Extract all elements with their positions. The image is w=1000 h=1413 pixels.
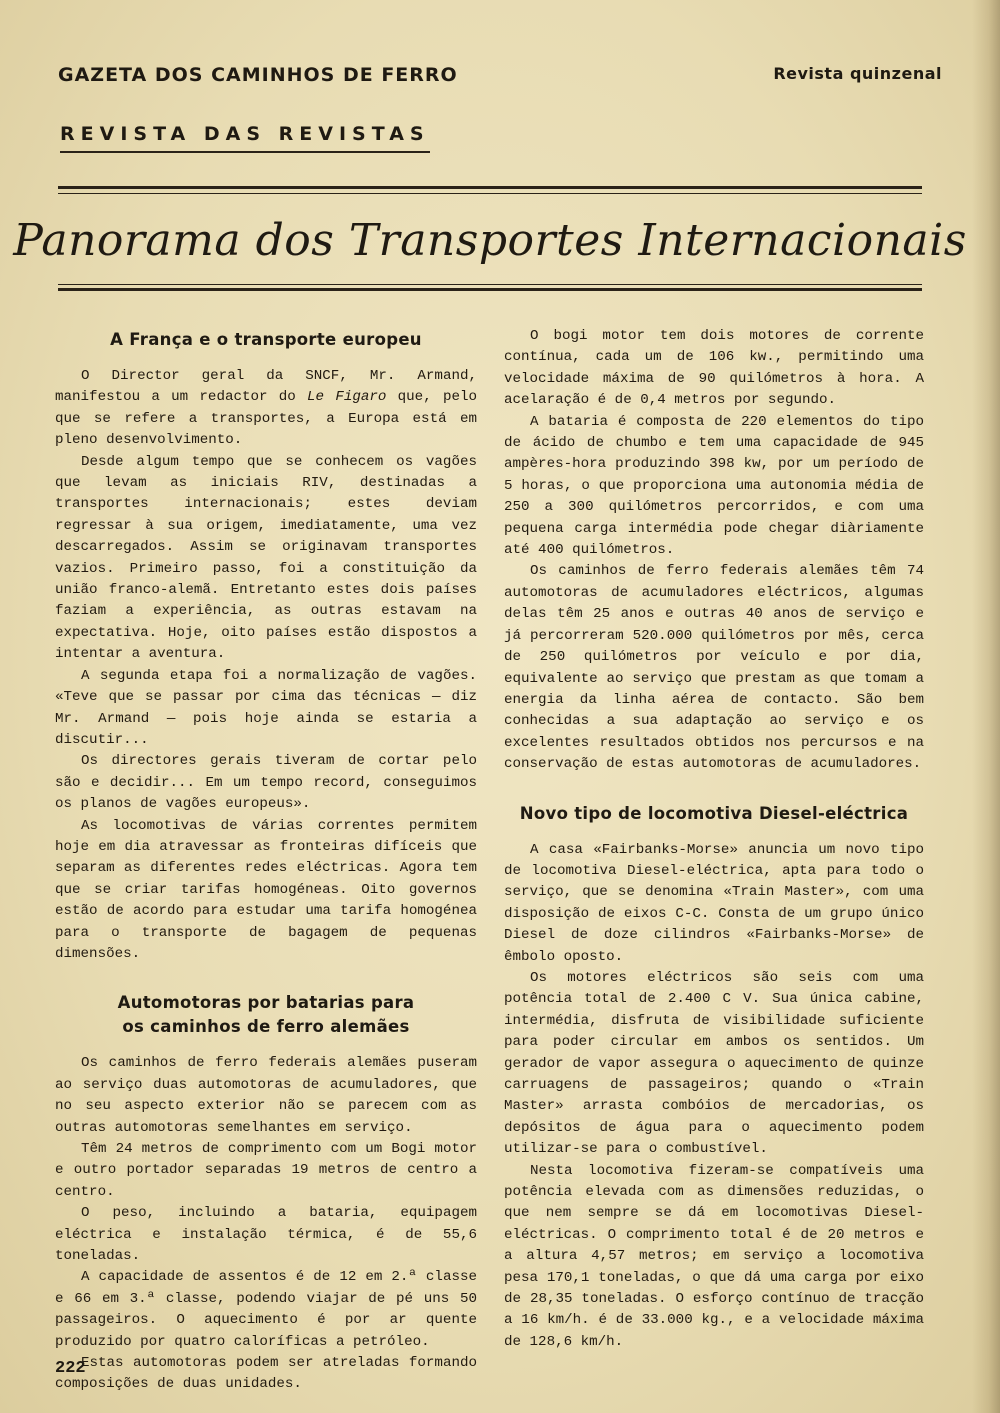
article-paragraph: Os motores eléctricos são seis com uma potência total de 2.400 C V. Sua única cabine, intermédia, disfruta de visibilidade suficiente para poder circular em ambos os sentidos. Um gerador de vapor assegura o aquecimento de quinze carruagens de passageiros; quando o «Train Master» arrasta combóios de mercadorias, os depósitos de água para o aquecimento podem utilizar-se para o combustível. bbox=[504, 969, 924, 1158]
article-heading: A França e o transporte europeu bbox=[110, 330, 422, 349]
article-paragraph: Nesta locomotiva fizeram-se compatíveis uma potência elevada com as dimensões reduzidas, o que nem sempre se dá em locomotivas Diesel-eléctricas. O comprimento total é de 20 metros e a altura 4,57 metros; em serviço a locomotiva pesa 170,1 toneladas, o que dá uma carga por eixo de 28,35 toneladas. O esforço contínuo de tracção a 16 km/h. é de 33.000 kg., e a velocidade máxima de 128,6 km/h. bbox=[504, 1162, 924, 1350]
section-title: REVISTA DAS REVISTAS bbox=[60, 123, 430, 153]
article-paragraph: Desde algum tempo que se conhecem os vagões que levam as iniciais RIV, destinadas a transportes internacionais; estes deviam regressar à sua origem, imediatamente, uma vez descarregados. Assim se originavam transportes vazios. Primeiro passo, foi a constituição da união franco-alemã. Entretanto estes dois países faziam a experiência, as outras estavam na expectativa. Hoje, oito países estão dispostos a intentar a aventura. bbox=[55, 453, 477, 663]
banner-title: Panorama dos Transportes Internacionais bbox=[13, 214, 967, 266]
banner-rule-top bbox=[58, 186, 922, 189]
article-paragraph: O peso, incluindo a bataria, equipagem eléctrica e instalação térmica, é de 55,6 toneladas. bbox=[55, 1205, 477, 1265]
article-heading bbox=[55, 991, 477, 1039]
article-heading: Novo tipo de locomotiva Diesel-eléctrica bbox=[519, 803, 909, 823]
publication-title: GAZETA DOS CAMINHOS DE FERRO bbox=[58, 64, 458, 86]
left-column bbox=[55, 326, 477, 1396]
article-paragraph bbox=[55, 366, 477, 452]
article-paragraph: A segunda etapa foi a normalização de vagões. «Teve que se passar por cima das técnicas — diz Mr. Armand — pois hoje ainda se estaria a discutir... bbox=[55, 667, 477, 748]
page-number: 222 bbox=[55, 1359, 86, 1378]
article-paragraph: As locomotivas de várias correntes permitem hoje em dia atravessar as fronteiras difíceis que separam as diferentes redes eléctricas. Agora tem que se criar tarifas homogéneas. Oito governos estão de acordo para estudar uma tarifa homogénea para o transporte de bagagem de pequenas dimensões. bbox=[55, 817, 477, 962]
heading-line: Automotoras por batarias para bbox=[117, 993, 415, 1013]
paragraph-text: O Director geral da SNCF, Mr. Armand, manifestou a um redactor do bbox=[55, 368, 477, 406]
paragraph-text: que, pelo que se refere a transportes, a Europa está em pleno desenvolvimento. bbox=[55, 389, 478, 449]
publication-frequency: Revista quinzenal bbox=[773, 64, 942, 83]
article-paragraph: A capacidade de assentos é de 12 em 2.ª classe e 66 em 3.ª classe, podendo viajar de pé uns 50 passageiros. O aquecimento é por ar quente produzido por quatro caloríficas a petróleo. bbox=[55, 1269, 477, 1350]
right-column bbox=[504, 326, 924, 1353]
heading-line: os caminhos de ferro alemães bbox=[122, 1017, 410, 1037]
article-paragraph: A casa «Fairbanks-Morse» anuncia um novo tipo de locomotiva Diesel-eléctrica, apta para todo o serviço, que se denomina «Train Master», com uma disposição de eixos C-C. Consta de um grupo único Diesel de doze cilindros «Fairbanks-Morse» de êmbolo oposto. bbox=[504, 841, 924, 965]
article-paragraph: Têm 24 metros de comprimento com um Bogi motor e outro portador separadas 19 metros de centro a centro. bbox=[55, 1141, 477, 1200]
article-paragraph: Os caminhos de ferro federais alemães puseram ao serviço duas automotoras de acumuladores, que no seu aspecto exterior não se parecem com as outras automotoras semelhantes em serviço. bbox=[55, 1055, 477, 1136]
banner-rule-bottom bbox=[58, 288, 922, 291]
article-paragraph: Os directores gerais tiveram de cortar pelo são e decidir... Em um tempo record, conseguimos os planos de vagões europeus». bbox=[55, 753, 477, 813]
article-paragraph: Os caminhos de ferro federais alemães têm 74 automotoras de acumuladores eléctricos, algumas delas têm 25 anos e outras 40 anos de serviço e já percorreram 520.000 quilómetros por mês, cerca de 250 quilómetros por veículo e por dia, equivalente ao serviço que prestam as que tomam a energia da linha aérea de contacto. São bem conhecidas a sua adaptação ao serviço e os excelentes resultados obtidos nos percursos e na conservação de estas automotoras de acumuladores. bbox=[504, 563, 924, 773]
binding-shadow bbox=[972, 0, 1000, 1413]
banner-rule-top-thin bbox=[58, 193, 922, 194]
article-paragraph: O bogi motor tem dois motores de corrente contínua, cada um de 106 kw., permitindo uma velocidade máxima de 90 quilómetros à hora. A acelaração é de 0,4 metros por segundo. bbox=[504, 328, 924, 409]
article-paragraph: Estas automotoras podem ser atreladas formando composições de duas unidades. bbox=[55, 1355, 477, 1393]
article-paragraph: A bataria é composta de 220 elementos do tipo de ácido de chumbo e tem uma capacidade de 945 ampères-hora produzindo 398 kw, por um período de 5 horas, o que proporciona uma autonomia média de 250 a 300 quilómetros percorridos, e com uma pequena carga intermédia pode chegar diàriamente até 400 quilómetros. bbox=[504, 413, 924, 559]
newspaper-name: Le Figaro bbox=[307, 389, 387, 406]
banner-rule-bottom-thin bbox=[58, 284, 922, 285]
